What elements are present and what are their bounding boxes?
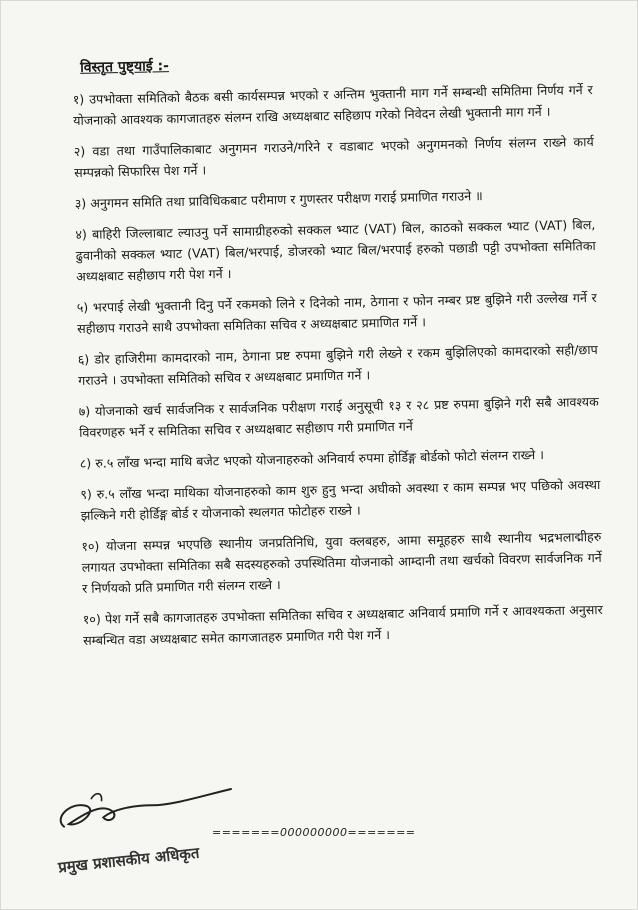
- signatory-title: प्रमुख प्रशासकीय अधिकृत: [57, 843, 201, 877]
- list-item-10: १०) योजना सम्पन्न भएपछि स्थानीय जनप्रतिनिधि, युवा क्लबहरु, आमा समूहहरु साथै स्थानीय भद्रभलाद्मीहरु लगायत उपभोक्ता समितिका सबै सदस्यहरुको उपस्थितिमा योजनाको आम्दानी तथा खर्चको विवरण सार्वजनिक गर्ने र निर्णयको प्रति प्रमाणित गरी संलग्न राख्ने ।: [81, 528, 602, 596]
- list-item-7: ७) योजनाको खर्च सार्वजनिक र सार्वजनिक परीक्षण गराई अनुसूची १३ र २८ प्रष्ट रुपमा बुझिने गरी सबै आवश्यक विवरणहरु भर्ने र समितिका सचिव र अध्यक्षबाट सहीछाप गरी प्रमाणित गर्ने: [78, 393, 599, 440]
- list-item-11: १०) पेश गर्ने सबै कागजातहरु उपभोक्ता समितिका सचिव र अध्यक्षबाट अनिवार्य प्रमाणि गर्ने र आवश्यकता अनुसार सम्बन्धित वडा अध्यक्षबाट समेत कागजातहरु प्रमाणित गरी पेश गर्ने ।: [82, 601, 603, 648]
- document-heading: विस्तृत पुष्ट्याई :-: [80, 58, 170, 76]
- list-item-2: २) वडा तथा गाउँपालिकाबाट अनुगमन गराउने/गरिने र वडाबाट भएको अनुगमनको निर्णय संलग्न राख्ने कार्य सम्पन्नको सिफारिस पेश गर्ने ।: [73, 134, 594, 180]
- signature-block: [30, 736, 559, 900]
- list-item-6: ६) डोर हाजिरीमा कामदारको नाम, ठेगाना प्रष्ट रुपमा बुझिने गरी लेख्ने र रकम बुझिलिएको कामदारको सही/छाप गराउने । उपभोक्ता समितिको सचिव र अध्यक्षबाट प्रमाणित गर्ने ।: [77, 341, 598, 388]
- list-item-9: ९) रु.५ लाँख भन्दा माथिका योजनाहरुको काम शुरु हुनु भन्दा अघीको अवस्था र काम सम्पन्न भए पछिको अवस्था झल्किने गरी होर्डिङ्ग बोर्ड र योजनाको स्थलगत फोटोहरु राख्ने ।: [80, 476, 601, 523]
- list-item-1: १) उपभोक्ता समितिको बैठक बसी कार्यसम्पन्न भएको र अन्तिम भुक्तानी माग गर्ने सम्बन्धी समितिमा निर्णय गर्ने र योजनाको आवश्यक कागजातहरु संलग्न राखि अध्यक्षबाट सहिछाप गरेको निवेदन लेखी भुक्तानी माग गर्ने ।: [72, 82, 593, 128]
- handwritten-signature: [40, 768, 245, 849]
- closing-divider: =======000000000=======: [212, 826, 416, 839]
- document-body: [72, 48, 603, 661]
- list-item-5: ५) भरपाई लेखी भुक्तानी दिनु पर्ने रकमको लिने र दिनेको नाम, ठेगाना र फोन नम्बर प्रष्ट बुझिने गरी उल्लेख गर्ने र सहीछाप गराउने साथै उपभोक्ता समितिका सचिव र अध्यक्षबाट प्रमाणित गर्ने ।: [76, 289, 597, 336]
- list-item-3: ३) अनुगमन समिति तथा प्राविधिकबाट परीमाण र गुणस्तर परीक्षण गराई प्रमाणित गराउने ॥: [74, 188, 483, 211]
- list-item-8: ८) रु.५ लाँख भन्दा माथि बजेट भएको योजनाहरुको अनिवार्य रुपमा होर्डिङ्ग बोर्डको फोटो संलग्न राख्ने ।: [79, 447, 545, 471]
- list-item-4: ४) बाहिरी जिल्लाबाट ल्याउनु पर्ने सामाग्रीहरुको सक्कल भ्याट (VAT) बिल, काठको सक्कल भ्याट (VAT) बिल, ढुवानीको सक्कल भ्याट (VAT) बिल/भरपाई, डोजरको भ्याट बिल/भरपाई हरुको पछाडी पट्टी उपभोक्ता समितिका अध्यक्षबाट सहीछाप गरी पेश गर्ने ।: [75, 216, 596, 284]
